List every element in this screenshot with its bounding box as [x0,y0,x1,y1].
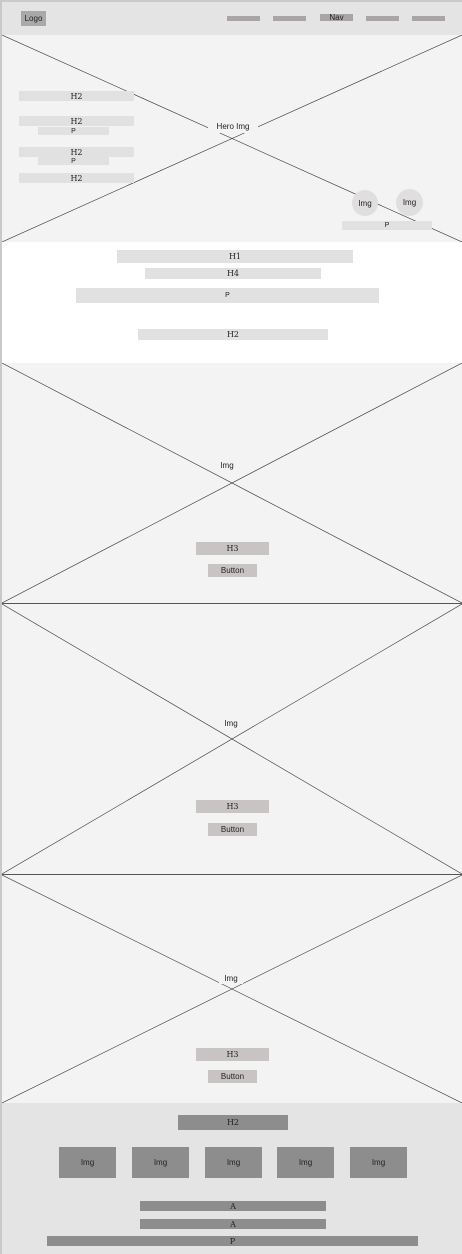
feature-button[interactable]: Button [208,1070,257,1083]
feature-image-label: Img [219,717,243,729]
feature-section-1 [2,363,462,603]
hero-caption: P [342,221,432,230]
nav-item-3[interactable] [320,14,353,21]
hero-list-heading: H2 [19,173,134,183]
hero-section [2,35,462,242]
footer-image: Img [205,1147,262,1178]
hero-list-para: P [38,127,109,135]
feature-image-label: Img [215,459,239,471]
hero-thumb-image: Img [396,189,423,216]
hero-image-placeholder [2,35,462,242]
navbar [2,2,462,35]
hero-image-label: Hero Img [208,119,258,133]
footer-image: Img [350,1147,407,1178]
feature-button[interactable]: Button [208,564,257,577]
feature-image-placeholder [2,875,462,1103]
footer-link[interactable]: A [140,1219,326,1229]
page-title-h1: H1 [117,250,353,263]
footer-section [2,1103,462,1254]
nav-item-4[interactable] [366,16,399,21]
hero-thumb-image: Img [352,190,378,216]
feature-section-2 [2,604,462,874]
feature-image-label: Img [219,972,243,984]
footer-image: Img [277,1147,334,1178]
nav-item-label: Nav [329,13,344,22]
hero-list-heading: H2 [19,116,134,126]
nav-item-5[interactable] [412,16,445,21]
logo[interactable]: Logo [21,11,46,26]
feature-heading-h3: H3 [196,542,269,555]
hero-list-para: P [38,157,109,165]
hero-list-heading: H2 [19,91,134,101]
intro-section [2,242,462,363]
feature-heading-h3: H3 [196,1048,269,1061]
nav-item-2[interactable] [273,16,306,21]
nav-item-1[interactable] [227,16,260,21]
feature-button[interactable]: Button [208,823,257,836]
footer-paragraph: P [47,1236,418,1246]
hero-list-heading: H2 [19,147,134,157]
section-heading-h2: H2 [138,329,328,340]
subtitle-h4: H4 [145,268,321,279]
footer-heading-h2: H2 [178,1115,288,1130]
footer-link[interactable]: A [140,1201,326,1211]
intro-paragraph: P [76,288,379,303]
feature-heading-h3: H3 [196,800,269,813]
feature-section-3 [2,875,462,1103]
footer-image: Img [132,1147,189,1178]
footer-image: Img [59,1147,116,1178]
